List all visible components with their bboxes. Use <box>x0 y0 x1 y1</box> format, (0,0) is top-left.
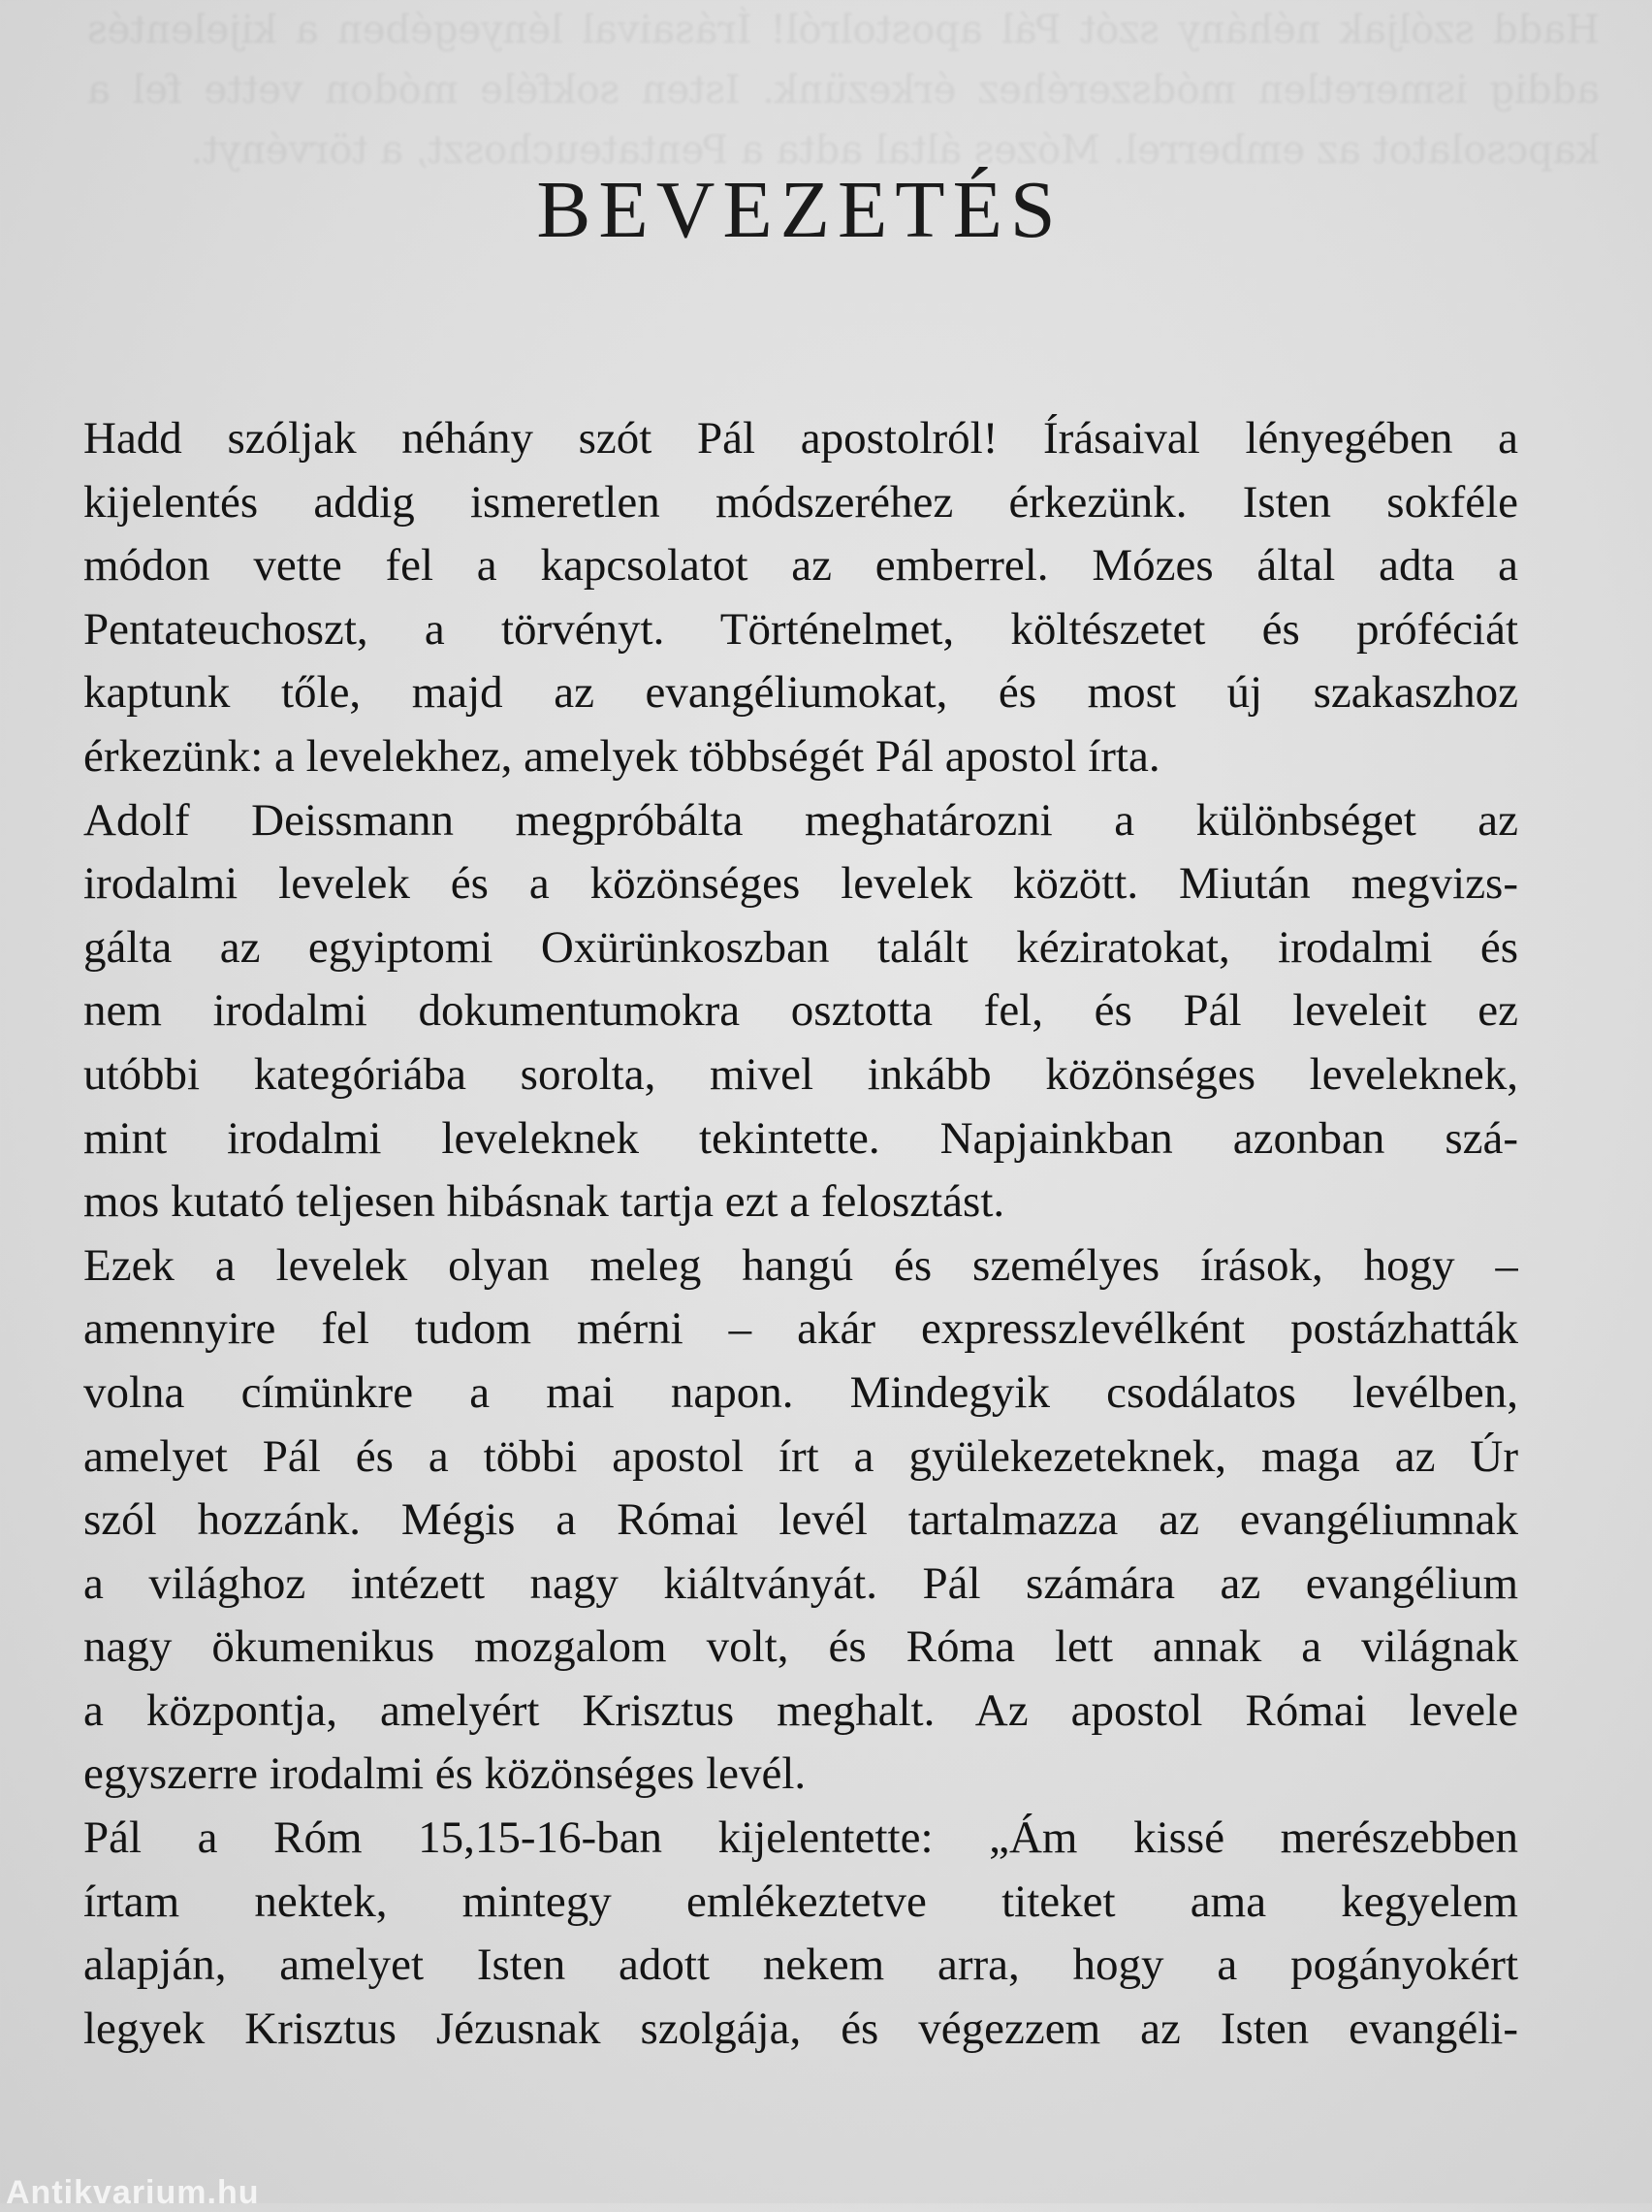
paragraph-2 <box>83 789 1518 1234</box>
paragraph-3 <box>83 1234 1518 1807</box>
text-line: szól hozzánk. Mégis a Római levél tartalmazza az evangéliumnak <box>83 1494 1518 1546</box>
text-line: Pál a Róm 15,15-16-ban kijelentette: „Ám kissé merészebben <box>83 1812 1518 1864</box>
text-line: kijelentés addig ismeretlen módszeréhez érkezünk. Isten sokféle <box>83 476 1518 528</box>
text-line: volna címünkre a mai napon. Mindegyik csodálatos levélben, <box>83 1366 1518 1418</box>
text-line: nem irodalmi dokumentumokra osztotta fel, és Pál leveleit ez <box>83 985 1518 1037</box>
text-line: Pentateuchoszt, a törvényt. Történelmet, költészetet és próféciát <box>83 603 1518 655</box>
text-line: gálta az egyiptomi Oxürünkoszban talált kéziratokat, irodalmi és <box>83 921 1518 973</box>
text-line: írtam nektek, mintegy emlékeztetve titeket ama kegyelem <box>83 1875 1518 1927</box>
body-text <box>83 407 1518 2061</box>
text-line: Adolf Deissmann megpróbálta meghatározni a különbséget az <box>83 794 1518 846</box>
text-line: Ezek a levelek olyan meleg hangú és személyes írások, hogy – <box>83 1239 1518 1291</box>
text-line: utóbbi kategóriába sorolta, mivel inkább közönséges leveleknek, <box>83 1048 1518 1100</box>
text-line: alapján, amelyet Isten adott nekem arra, hogy a pogányokért <box>83 1940 1518 1991</box>
text-line: irodalmi levelek és a közönséges levelek között. Miután megvizs- <box>83 858 1518 910</box>
paragraph-4 <box>83 1807 1518 2061</box>
chapter-heading: BEVEZETÉS <box>536 165 1064 255</box>
text-line: mos kutató teljesen hibásnak tartja ezt a felosztást. <box>83 1176 1005 1228</box>
text-line: nagy ökumenikus mozgalom volt, és Róma lett annak a világnak <box>83 1621 1518 1673</box>
text-line: amennyire fel tudom mérni – akár expresszlevélként postázhatták <box>83 1303 1518 1355</box>
show-through-text: Hadd szóljak néhány szót Pál apostolról! Írásaival lényegében a kijelentés addig ismeretlen módszeréhez érkezünk. Isten sokféle módon vette fel a kapcsolatot az emberrel. Mózes által adta a Pentateuchoszt, a törvényt. <box>87 8 1600 173</box>
text-line: érkezünk: a levelekhez, amelyek többségét Pál apostol írta. <box>83 730 1160 782</box>
text-line: a világhoz intézett nagy kiáltványát. Pál számára az evangélium <box>83 1557 1518 1609</box>
text-line: egyszerre irodalmi és közönséges levél. <box>83 1748 807 1800</box>
text-line: módon vette fel a kapcsolatot az emberrel. Mózes által adta a <box>83 540 1518 592</box>
paragraph-1 <box>83 407 1518 789</box>
text-line: a központja, amelyért Krisztus meghalt. Az apostol Római levele <box>83 1684 1518 1736</box>
watermark: Antikvarium.hu <box>6 2174 260 2211</box>
text-line: mint irodalmi leveleknek tekintette. Napjainkban azonban szá- <box>83 1112 1518 1164</box>
text-line: amelyet Pál és a többi apostol írt a gyülekezeteknek, maga az Úr <box>83 1430 1518 1482</box>
text-line: legyek Krisztus Jézusnak szolgája, és végezzem az Isten evangéli- <box>83 2003 1518 2054</box>
text-line: kaptunk tőle, majd az evangéliumokat, és most új szakaszhoz <box>83 667 1518 719</box>
text-line: Hadd szóljak néhány szót Pál apostolról! Írásaival lényegében a <box>83 413 1518 464</box>
